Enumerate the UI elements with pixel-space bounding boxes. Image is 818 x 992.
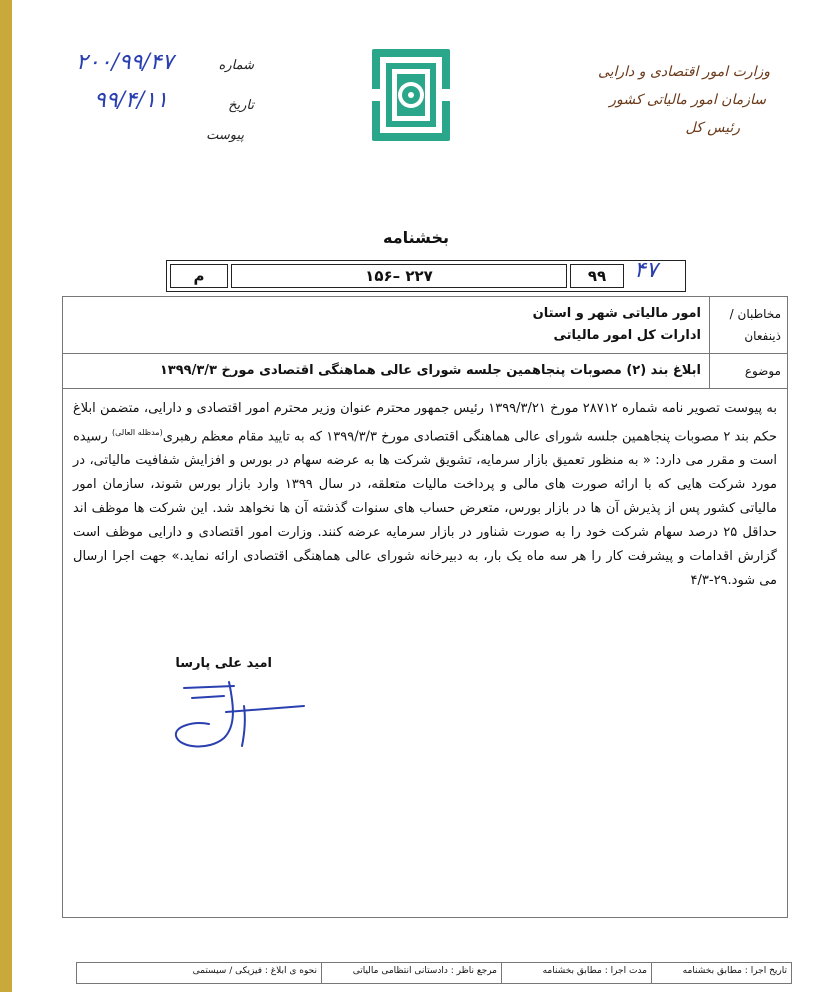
body-part-1: به پیوست تصویر نامه شماره ۲۸۷۱۲ مورخ ۱۳۹۹/۳/۲۱ رئیس جمهور محترم عنوان وزیر محترم امور اقتصادی و دارایی، متضمن ابلاغ حکم بند ۲ مصوبات پنجاهمین جلسه شورای عالی هماهنگی اقتصادی مورخ ۱۳۹۹/۳/۳ که به تایید مقام معظم رهبری xyxy=(73,401,777,445)
subject-label: موضوع xyxy=(709,354,787,388)
date-value: ۹۹/۴/۱۱ xyxy=(94,88,168,113)
body-part-2: رسیده است و مقرر می دارد: « به منظور تعمیق بازار سرمایه، تشویق شرکت ها به عرضه سهام در بورس و افزایش شفافیت مالیاتی، در مورد شرکت هایی که با ارائه صورت های مالی و پرداخت مالیات متعلقه، در سال ۱۳۹۹ وارد بازار بورس شوند، سازمان امور مالیاتی کشور پس از پذیرش آن ها در بازار بورس، متعرض حساب های سنوات گذشته آن ها نخواهد شد. این شرکت ها موظف اند حداقل ۲۵ درصد سهام شرکت خود را به صورت شناور در بازار سرمایه عرضه کنند. وزارت امور اقتصادی و دارایی موظف است گزارش اقدامات و پیشرفت کار را هر سه ماه یک بار، به دبیرخانه شورای عالی هماهنگی اقتصادی ارائه نماید.» جهت اجرا ارسال می شود.۲۹-۴/۳ xyxy=(73,429,777,589)
footer-bar xyxy=(76,962,792,984)
body-row xyxy=(63,389,787,917)
number-value: ۲۰۰/۹۹/۴۷ xyxy=(76,50,174,75)
tax-organization-logo-icon xyxy=(366,45,456,145)
number-suffix-cell: م xyxy=(170,264,228,288)
page-edge-band xyxy=(0,0,12,992)
subject-row xyxy=(63,354,787,389)
letter-meta xyxy=(74,48,254,148)
ministry-line-1: وزارت امور اقتصادی و دارایی xyxy=(597,64,770,80)
circular-document xyxy=(14,0,818,992)
document-title: بخشنامه xyxy=(383,228,449,247)
addressees-row xyxy=(63,297,787,354)
handwritten-number: ۴۷ xyxy=(634,258,658,283)
number-year-cell: ۹۹ xyxy=(570,264,624,288)
addressee-line-2: ادارات کل امور مالیاتی xyxy=(553,328,701,343)
footer-notification-method: نحوه ی ابلاغ : فیزیکی / سیستمی xyxy=(192,966,317,976)
circular-table xyxy=(62,296,788,918)
body-text xyxy=(63,389,787,917)
signer-name: امید علی پارسا xyxy=(175,656,272,671)
footer-execution-period: مدت اجرا : مطابق بخشنامه xyxy=(501,963,651,983)
footer-supervisor: مرجع ناظر : دادستانی انتظامی مالیاتی xyxy=(321,963,501,983)
date-label: تاریخ xyxy=(228,98,254,113)
number-label: شماره xyxy=(218,58,254,73)
addressees-label: مخاطبان / ذینفعان xyxy=(709,297,787,353)
circular-number-box xyxy=(166,260,686,292)
signature-icon xyxy=(164,676,314,756)
footer-execution-date: تاریخ اجرا : مطابق بخشنامه xyxy=(651,963,791,983)
attachment-label: پیوست xyxy=(206,128,244,143)
number-main-cell: ۲۲۷ –۱۵۶ xyxy=(231,264,567,288)
ministry-line-3: رئیس کل xyxy=(685,120,740,136)
subject-text: ابلاغ بند (۲) مصوبات پنجاهمین جلسه شورای عالی هماهنگی اقتصادی مورخ ۱۳۹۹/۳/۳ xyxy=(159,363,701,378)
addressees-content xyxy=(63,297,709,353)
ministry-header xyxy=(570,58,770,142)
ministry-line-2: سازمان امور مالیاتی کشور xyxy=(609,92,766,108)
addressee-line-1: امور مالیاتی شهر و استان xyxy=(532,306,701,321)
body-superscript: (مدظله العالی) xyxy=(111,428,163,437)
